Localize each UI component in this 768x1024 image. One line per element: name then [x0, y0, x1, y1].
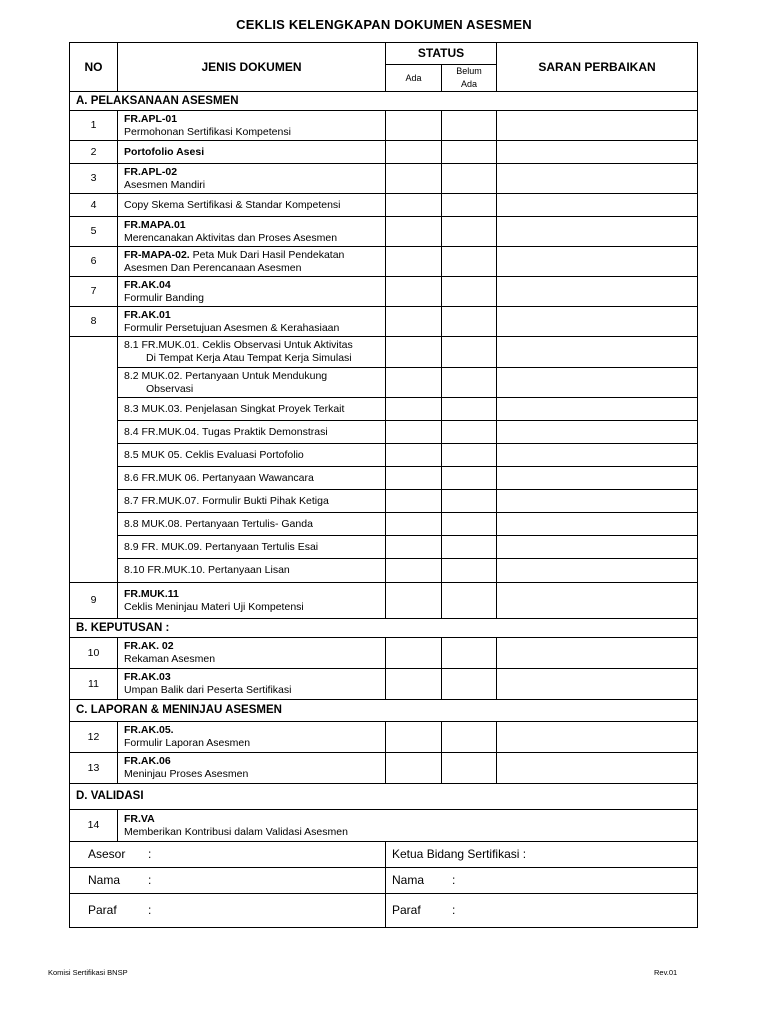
document-name: FR.AK.06 Meninjau Proses Asesmen	[118, 753, 386, 784]
saran-perbaikan-cell[interactable]	[497, 444, 698, 467]
status-ada-cell[interactable]	[386, 669, 442, 700]
status-belum-ada-cell[interactable]	[442, 753, 497, 784]
saran-perbaikan-cell[interactable]	[497, 583, 698, 619]
sub-document-name: 8.9 FR. MUK.09. Pertanyaan Tertulis Esai	[118, 536, 386, 559]
status-belum-ada-cell[interactable]	[442, 467, 497, 490]
status-belum-ada-cell[interactable]	[442, 669, 497, 700]
row-number: 1	[70, 111, 118, 141]
saran-perbaikan-cell[interactable]	[497, 669, 698, 700]
saran-perbaikan-cell[interactable]	[497, 194, 698, 217]
saran-perbaikan-cell[interactable]	[497, 753, 698, 784]
table-row	[70, 141, 698, 164]
row-number: 2	[70, 141, 118, 164]
saran-perbaikan-cell[interactable]	[497, 217, 698, 247]
table-row	[70, 722, 698, 753]
status-belum-ada-cell[interactable]	[442, 141, 497, 164]
ketua-nama-field[interactable]: Nama :	[386, 868, 698, 894]
row-number: 9	[70, 583, 118, 619]
sub-document-name: 8.8 MUK.08. Pertanyaan Tertulis- Ganda	[118, 513, 386, 536]
table-row	[70, 638, 698, 669]
document-name: FR.APL-01 Permohonan Sertifikasi Kompetensi	[118, 111, 386, 141]
row-number: 3	[70, 164, 118, 194]
row-number: 8	[70, 307, 118, 337]
document-name: FR.MAPA.01 Merencanakan Aktivitas dan Proses Asesmen	[118, 217, 386, 247]
document-name: FR.AK.03 Umpan Balik dari Peserta Sertifikasi	[118, 669, 386, 700]
table-row	[70, 490, 698, 513]
row-number: 11	[70, 669, 118, 700]
saran-perbaikan-cell[interactable]	[497, 307, 698, 337]
status-ada-cell[interactable]	[386, 368, 442, 398]
document-name: Portofolio Asesi	[118, 141, 386, 164]
header-saran-perbaikan: SARAN PERBAIKAN	[497, 43, 698, 92]
saran-perbaikan-cell[interactable]	[497, 337, 698, 368]
ketua-paraf-field[interactable]: Paraf :	[386, 894, 698, 928]
checklist-table	[69, 42, 698, 928]
status-belum-ada-cell[interactable]	[442, 490, 497, 513]
saran-perbaikan-cell[interactable]	[497, 398, 698, 421]
status-belum-ada-cell[interactable]	[442, 307, 497, 337]
table-row	[70, 164, 698, 194]
status-belum-ada-cell[interactable]	[442, 398, 497, 421]
table-row	[70, 337, 698, 368]
status-ada-cell[interactable]	[386, 217, 442, 247]
status-belum-ada-cell[interactable]	[442, 722, 497, 753]
table-row	[70, 194, 698, 217]
status-ada-cell[interactable]	[386, 247, 442, 277]
table-row	[70, 307, 698, 337]
status-belum-ada-cell[interactable]	[442, 111, 497, 141]
row-number: 10	[70, 638, 118, 669]
status-ada-cell[interactable]	[386, 444, 442, 467]
status-ada-cell[interactable]	[386, 307, 442, 337]
ketua-bidang-field[interactable]: Ketua Bidang Sertifikasi :	[386, 842, 698, 868]
status-belum-ada-cell[interactable]	[442, 217, 497, 247]
saran-perbaikan-cell[interactable]	[497, 247, 698, 277]
sub-document-name: 8.6 FR.MUK 06. Pertanyaan Wawancara	[118, 467, 386, 490]
status-ada-cell[interactable]	[386, 513, 442, 536]
saran-perbaikan-cell[interactable]	[497, 490, 698, 513]
status-ada-cell[interactable]	[386, 490, 442, 513]
table-row	[70, 368, 698, 398]
section-d-heading: D. VALIDASI	[70, 784, 698, 810]
status-ada-cell[interactable]	[386, 194, 442, 217]
table-row	[70, 753, 698, 784]
status-belum-ada-cell[interactable]	[442, 559, 497, 583]
saran-perbaikan-cell[interactable]	[497, 722, 698, 753]
table-row	[70, 669, 698, 700]
footer-revision: Rev.01	[654, 968, 678, 977]
status-belum-ada-cell[interactable]	[442, 194, 497, 217]
table-row	[70, 467, 698, 490]
status-belum-ada-cell[interactable]	[442, 164, 497, 194]
status-ada-cell[interactable]	[386, 337, 442, 368]
status-ada-cell[interactable]	[386, 277, 442, 307]
row-number: 14	[70, 810, 118, 842]
table-row	[70, 513, 698, 536]
status-belum-ada-cell[interactable]	[442, 513, 497, 536]
table-row	[70, 217, 698, 247]
status-ada-cell[interactable]	[386, 536, 442, 559]
footer-organization: Komisi Sertifikasi BNSP	[48, 968, 128, 977]
sub-document-name: 8.10 FR.MUK.10. Pertanyaan Lisan	[118, 559, 386, 583]
row-number: 7	[70, 277, 118, 307]
status-ada-cell[interactable]	[386, 559, 442, 583]
status-ada-cell[interactable]	[386, 583, 442, 619]
status-ada-cell[interactable]	[386, 111, 442, 141]
status-belum-ada-cell[interactable]	[442, 277, 497, 307]
document-name: FR.VA Memberikan Kontribusi dalam Validasi Asesmen	[118, 810, 698, 842]
status-belum-ada-cell[interactable]	[442, 421, 497, 444]
table-row	[70, 421, 698, 444]
saran-perbaikan-cell[interactable]	[497, 638, 698, 669]
status-ada-cell[interactable]	[386, 638, 442, 669]
status-ada-cell[interactable]	[386, 164, 442, 194]
header-jenis-dokumen: JENIS DOKUMEN	[118, 43, 386, 92]
asesor-field[interactable]: Asesor :	[70, 842, 386, 868]
status-belum-ada-cell[interactable]	[442, 536, 497, 559]
sub-document-name: 8.4 FR.MUK.04. Tugas Praktik Demonstrasi	[118, 421, 386, 444]
row-number-empty	[70, 337, 118, 583]
status-ada-cell[interactable]	[386, 421, 442, 444]
table-row	[70, 111, 698, 141]
table-row	[70, 277, 698, 307]
sub-document-name: 8.3 MUK.03. Penjelasan Singkat Proyek Terkait	[118, 398, 386, 421]
saran-perbaikan-cell[interactable]	[497, 141, 698, 164]
row-number: 6	[70, 247, 118, 277]
row-number: 12	[70, 722, 118, 753]
status-ada-cell[interactable]	[386, 398, 442, 421]
sub-document-name: 8.5 MUK 05. Ceklis Evaluasi Portofolio	[118, 444, 386, 467]
document-name: FR.AK.05. Formulir Laporan Asesmen	[118, 722, 386, 753]
saran-perbaikan-cell[interactable]	[497, 164, 698, 194]
status-belum-ada-cell[interactable]	[442, 583, 497, 619]
document-name: FR.AK.04 Formulir Banding	[118, 277, 386, 307]
header-status: STATUS	[386, 43, 497, 65]
section-b-heading: B. KEPUTUSAN :	[70, 619, 698, 638]
document-name: FR.MUK.11 Ceklis Meninjau Materi Uji Kompetensi	[118, 583, 386, 619]
document-name: FR.AK. 02 Rekaman Asesmen	[118, 638, 386, 669]
header-no: NO	[70, 43, 118, 92]
status-ada-cell[interactable]	[386, 467, 442, 490]
saran-perbaikan-cell[interactable]	[497, 277, 698, 307]
saran-perbaikan-cell[interactable]	[497, 421, 698, 444]
document-name: FR.AK.01 Formulir Persetujuan Asesmen & Kerahasiaan	[118, 307, 386, 337]
table-row	[70, 247, 698, 277]
status-belum-ada-cell[interactable]	[442, 444, 497, 467]
sub-document-name: 8.2 MUK.02. Pertanyaan Untuk Mendukung Observasi	[118, 368, 386, 398]
table-row	[70, 536, 698, 559]
asesor-paraf-field[interactable]: Paraf :	[70, 894, 386, 928]
table-row	[70, 810, 698, 842]
status-ada-cell[interactable]	[386, 753, 442, 784]
saran-perbaikan-cell[interactable]	[497, 368, 698, 398]
table-row	[70, 398, 698, 421]
table-row	[70, 444, 698, 467]
asesor-nama-field[interactable]: Nama :	[70, 868, 386, 894]
section-c-heading: C. LAPORAN & MENINJAU ASESMEN	[70, 700, 698, 722]
saran-perbaikan-cell[interactable]	[497, 467, 698, 490]
sub-document-name: 8.1 FR.MUK.01. Ceklis Observasi Untuk Aktivitas Di Tempat Kerja Atau Tempat Kerja Simulasi	[118, 337, 386, 368]
status-ada-cell[interactable]	[386, 141, 442, 164]
saran-perbaikan-cell[interactable]	[497, 536, 698, 559]
status-belum-ada-cell[interactable]	[442, 337, 497, 368]
saran-perbaikan-cell[interactable]	[497, 111, 698, 141]
status-ada-cell[interactable]	[386, 722, 442, 753]
status-belum-ada-cell[interactable]	[442, 368, 497, 398]
table-row	[70, 559, 698, 583]
sub-document-name: 8.7 FR.MUK.07. Formulir Bukti Pihak Ketiga	[118, 490, 386, 513]
header-ada: Ada	[386, 65, 442, 92]
document-name: Copy Skema Sertifikasi & Standar Kompetensi	[118, 194, 386, 217]
status-belum-ada-cell[interactable]	[442, 638, 497, 669]
row-number: 13	[70, 753, 118, 784]
row-number: 5	[70, 217, 118, 247]
saran-perbaikan-cell[interactable]	[497, 513, 698, 536]
document-title: CEKLIS KELENGKAPAN DOKUMEN ASESMEN	[236, 17, 532, 32]
header-belum-ada: Belum Ada	[442, 65, 497, 92]
document-name: FR-MAPA-02. Peta Muk Dari Hasil Pendekatan Asesmen Dan Perencanaan Asesmen	[118, 247, 386, 277]
document-name: FR.APL-02 Asesmen Mandiri	[118, 164, 386, 194]
section-a-heading: A. PELAKSANAAN ASESMEN	[70, 92, 698, 111]
table-row	[70, 583, 698, 619]
saran-perbaikan-cell[interactable]	[497, 559, 698, 583]
row-number: 4	[70, 194, 118, 217]
status-belum-ada-cell[interactable]	[442, 247, 497, 277]
